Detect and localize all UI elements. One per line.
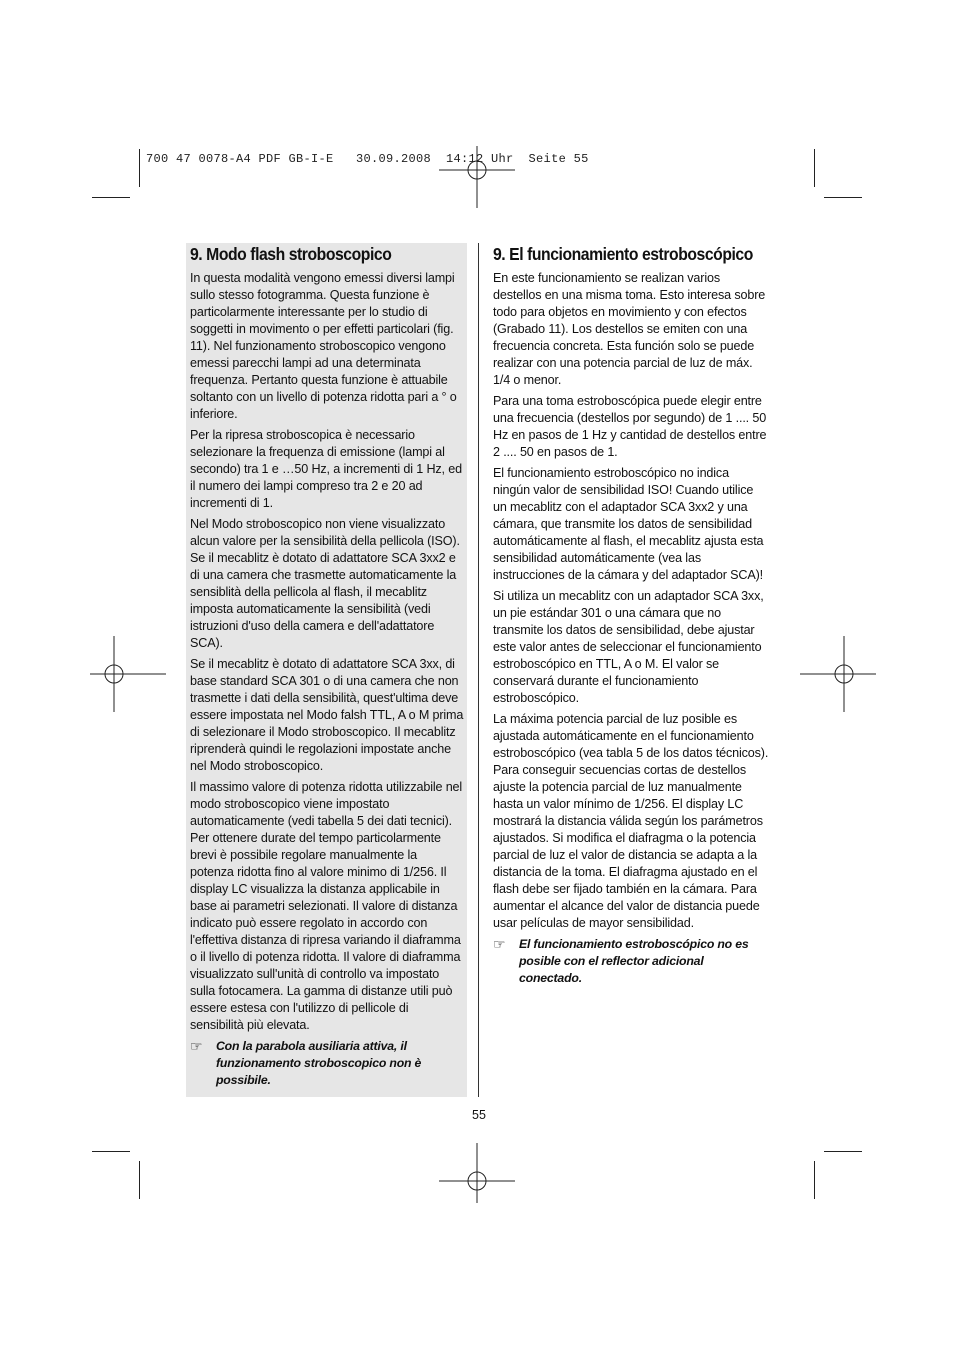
spanish-paragraph: Si utiliza un mecablitz con un adaptador SCA 3xx, un pie estándar 301 o una cámara que no transmite los datos de sensibilidad, debe ajustar este valor antes de seleccionar el funcionamiento estroboscópico en TTL, A o M. El valor se conservará durante el funcionamiento estroboscópico. — [493, 589, 764, 705]
crop-mark — [139, 149, 140, 187]
registration-mark-icon — [800, 636, 876, 712]
italian-paragraph: In questa modalità vengono emessi diversi lampi sullo stesso fotogramma. Questa funzione è particolarmente interessante per lo studio di soggetti in movimento o per effetti particolari (fig. 11). Nel funzionamento stroboscopico vengono emessi parecchi lampi ad una determinata frequenza. Pertanto questa funzione è attuabile soltanto con un livello di potenza ridotta pari a ° o inferiore. — [190, 271, 457, 421]
italian-heading: 9. Modo flash stroboscopico — [190, 244, 392, 264]
spanish-paragraph: La máxima potencia parcial de luz posible es ajustada automáticamente en el funcionamiento estroboscópico (vea tabla 5 de los datos técnicos). Para conseguir secuencias cortas de destellos ajuste la potencia parcial de luz manualmente hasta un valor mínimo de 1/256. El display LC mostrará la distancia válida según los parámetros ajustados. Si modifica el diafragma o la potencia parcial de luz el valor de distancia se adapta a la distancia de la toma. El diafragma ajustado en el flash debe ser fijado también en la cámara. Para aumentar el alcance del valor de distancia puede usar películas de mayor sensibilidad. — [493, 712, 769, 930]
spanish-column — [493, 243, 769, 987]
crop-mark — [92, 1151, 130, 1152]
crop-mark — [139, 1161, 140, 1199]
crop-mark — [824, 1151, 862, 1152]
spanish-note — [493, 936, 769, 987]
crop-mark — [824, 197, 862, 198]
registration-mark-icon — [90, 636, 166, 712]
crop-mark — [814, 149, 815, 187]
crop-mark — [814, 1161, 815, 1199]
pointing-hand-icon: ☞ — [493, 936, 506, 952]
registration-mark-icon — [439, 132, 515, 208]
column-divider — [478, 243, 479, 1097]
italian-note-text: Con la parabola ausiliaria attiva, il funzionamento stroboscopico non è possibile. — [216, 1039, 422, 1087]
registration-mark-icon — [439, 1143, 515, 1219]
italian-paragraph: Per la ripresa stroboscopica è necessario selezionare la frequenza di emissione (lampi al secondo) tra 1 e …50 Hz, a incrementi di 1 Hz, ed il numero dei lampi compreso tra 2 e 20 ad incrementi di 1. — [190, 428, 462, 510]
italian-paragraph: Il massimo valore di potenza ridotta utilizzabile nel modo stroboscopico viene impostato automaticamente (vedi tabella 5 dei dati tecnici). Per ottenere durate del tempo particolarmente brevi è possibile regolare manualmente la potenza ridotta fino al valore minimo di 1/256. Il display LC visualizza la distanza applicabile in base ai parametri selezionati. Il valore di distanza indicato può essere regolato in accordo con l'effettiva distanza di ripresa variando il diaframma o il livello di potenza ridotta. Il valore di diaframma visualizzato sull'unità di controllo va impostato sulla fotocamera. La gamma di distanze utili può essere estesa con l'utilizzo di pellicole di sensibilità più elevata. — [190, 780, 463, 1032]
crop-mark — [92, 197, 130, 198]
page-number: 55 — [472, 1108, 486, 1122]
spanish-paragraph: El funcionamiento estroboscópico no indica ningún valor de sensibilidad ISO! Cuando utilice un mecablitz con el adaptador SCA 3xx2 y una cámara, que transmite los datos de sensibilidad automáticamente al flash, el mecablitz ajusta esta sensibilidad automáticamente (vea las instrucciones de la cámara y del adaptador SCA)! — [493, 466, 764, 582]
print-header: 700 47 0078-A4 PDF GB-I-E 30.09.2008 14:12 Uhr Seite 55 — [146, 152, 589, 166]
spanish-heading: 9. El funcionamiento estroboscópico — [493, 244, 753, 264]
spanish-paragraph: En este funcionamiento se realizan varios destellos en una misma toma. Esto interesa sobre todo para objetos en movimiento y con efectos (Grabado 11). Los destellos se emiten con una frecuencia concreta. Esta función solo se puede realizar con una potencia parcial de luz de máx. 1/4 o menor. — [493, 271, 766, 387]
italian-paragraph: Se il mecablitz è dotato di adattatore SCA 3xx, di base standard SCA 301 o di una camera che non trasmette i dati della sensibilità, quest'ultima deve essere impostata nel Modo falsh TTL, A o M prima di selezionare il Modo stroboscopico. Il mecablitz riprenderà quindi le regolazioni impostate anche nel Modo stroboscopico. — [190, 657, 464, 773]
spanish-paragraph: Para una toma estroboscópica puede elegir entre una frecuencia (destellos por segundo) de 1 .... 50 Hz en pasos de 1 Hz y cantidad de destellos entre 2 .... 50 en pasos de 1. — [493, 394, 767, 459]
italian-column — [190, 243, 464, 1089]
pointing-hand-icon: ☞ — [190, 1038, 203, 1054]
italian-note — [190, 1038, 464, 1089]
italian-paragraph: Nel Modo stroboscopico non viene visualizzato alcun valore per la sensibilità della pellicola (ISO). Se il mecablitz è dotato di adattatore SCA 3xx2 e di una camera che trasmette automaticamente la sensiblità della pellicola al flash, il mecablitz imposta automaticamente la sensibilità (vedi istruzioni d'uso della camera e dell'adattatore SCA). — [190, 517, 460, 650]
spanish-note-text: El funcionamiento estroboscópico no es posible con el reflector adicional conectado. — [519, 937, 749, 985]
